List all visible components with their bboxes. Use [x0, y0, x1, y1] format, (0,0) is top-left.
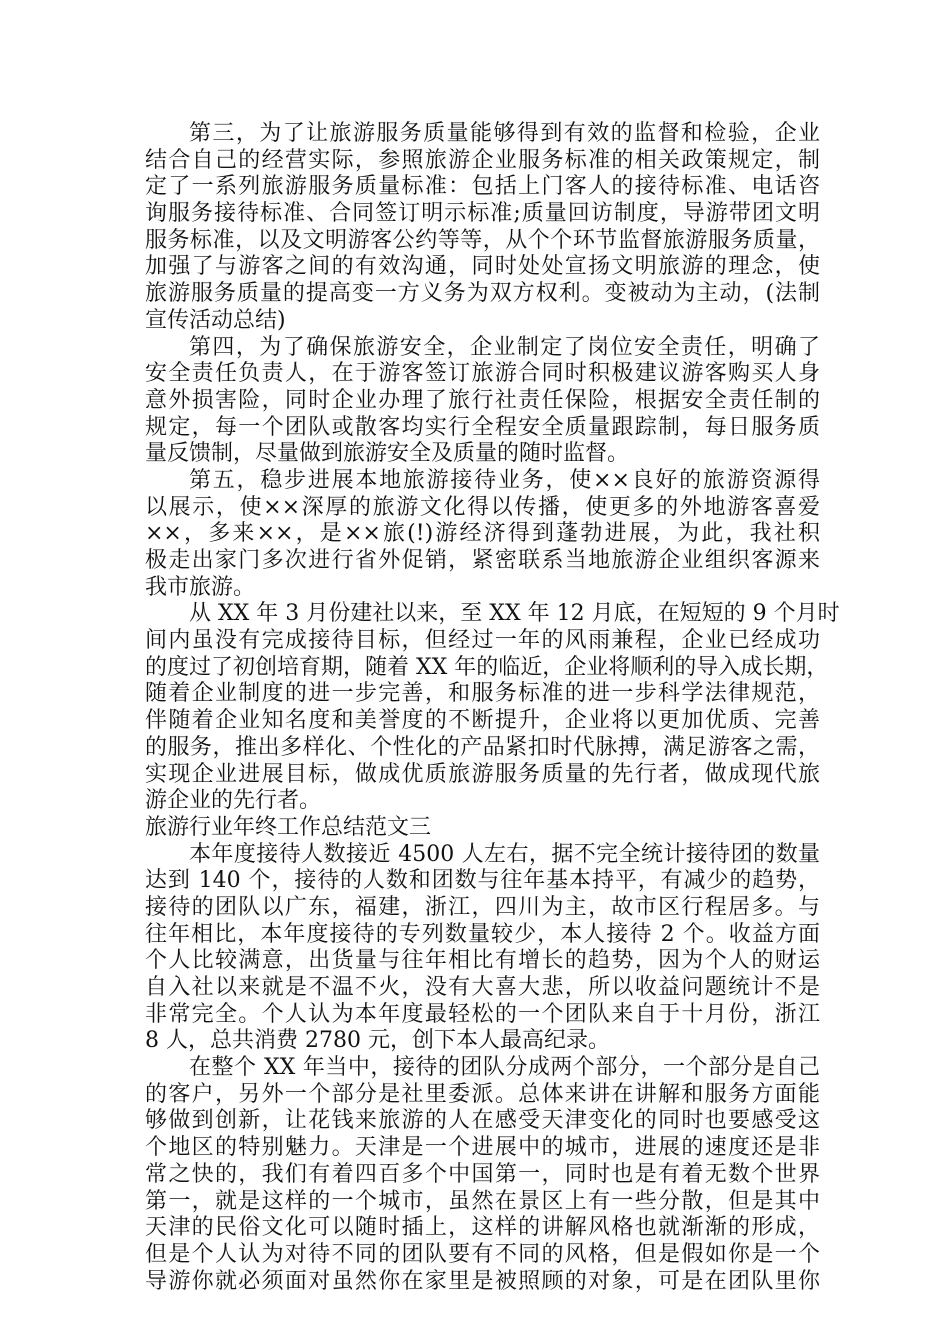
text-line: 意外损害险，同时企业办理了旅行社责任保险，根据安全责任制的 [145, 387, 820, 413]
text-line: 伴随着企业知名度和美誉度的不断提升，企业将以更加优质、完善 [145, 708, 820, 734]
text-line: 的客户，另外一个部分是社里委派。总体来讲在讲解和服务方面能 [145, 1081, 820, 1107]
text-line: 本年度接待人数接近 4500 人左右，据不完全统计接待团的数量 [189, 841, 820, 867]
text-line: 宣传活动总结) [145, 307, 286, 333]
text-line: 接待的团队以广东，福建，浙江，四川为主，故市区行程居多。与 [145, 894, 820, 920]
text-line: 天津的民俗文化可以随时插上，这样的讲解风格也就渐渐的形成， [145, 1215, 820, 1241]
text-line: 极走出家门多次进行省外促销，紧密联系当地旅游企业组织客源来 [145, 548, 820, 573]
text-line: 个人比较满意，出货量与往年相比有增长的趋势，因为个人的财运 [145, 948, 820, 974]
text-line: 从 XX 年 3 月份建社以来，至 XX 年 12 月底，在短短的 9 个月时 [189, 601, 840, 627]
text-line: 在整个 XX 年当中，接待的团队分成两个部分，一个部分是自己 [189, 1055, 820, 1081]
text-line: 的服务，推出多样化、个性化的产品紧扣时代脉搏，满足游客之需， [145, 734, 820, 760]
text-line: 的度过了初创培育期，随着 XX 年的临近，企业将顺利的导入成长期， [145, 654, 829, 680]
text-line: 服务标准，以及文明游客公约等等，从个个环节监督旅游服务质量， [145, 227, 820, 253]
text-line: 随着企业制度的进一步完善，和服务标准的进一步科学法律规范， [145, 681, 820, 707]
text-line: 达到 140 个，接待的人数和团数与往年基本持平，有减少的趋势， [145, 868, 820, 894]
text-line: 旅游服务质量的提高变一方义务为双方权利。变被动为主动，(法制 [145, 281, 820, 307]
text-line: 结合自己的经营实际，参照旅游企业服务标准的相关政策规定，制 [145, 147, 820, 173]
text-line: 够做到创新，让花钱来旅游的人在感受天津变化的同时也要感受这 [145, 1108, 820, 1134]
text-line: 实现企业进展目标，做成优质旅游服务质量的先行者，做成现代旅 [145, 761, 820, 787]
text-line: 往年相比，本年度接待的专列数量较少，本人接待 2 个。收益方面 [145, 921, 820, 947]
text-line: 量反馈制，尽量做到旅游安全及质量的随时监督。 [145, 441, 630, 467]
text-line: 安全责任负责人，在于游客签订旅游合同时积极建议游客购买人身 [145, 361, 820, 387]
text-line: 导游你就必须面对虽然你在家里是被照顾的对象，可是在团队里你 [145, 1268, 820, 1294]
text-line: 8 人，总共消费 2780 元，创下本人最高纪录。 [145, 1028, 610, 1054]
text-line: 第一，就是这样的一个城市，虽然在景区上有一些分散，但是其中 [145, 1188, 820, 1214]
text-line: 旅游行业年终工作总结范文三 [145, 814, 432, 840]
text-line: 我市旅游。 [145, 574, 256, 600]
text-line: 以展示，使××深厚的旅游文化得以传播，使更多的外地游客喜爱 [145, 494, 820, 520]
text-line: 游企业的先行者。 [145, 788, 322, 814]
text-line: 定了一系列旅游服务质量标准：包括上门客人的接待标准、电话咨 [145, 174, 820, 200]
text-line: 第四，为了确保旅游安全，企业制定了岗位安全责任，明确了 [189, 334, 820, 360]
text-line: 个地区的特别魅力。天津是一个进展中的城市，进展的速度还是非 [145, 1135, 820, 1161]
document-body [145, 121, 840, 1295]
text-line: 第五，稳步进展本地旅游接待业务，使××良好的旅游资源得 [189, 467, 820, 493]
text-line: 常之快的，我们有着四百多个中国第一，同时也是有着无数个世界 [145, 1161, 820, 1187]
text-line: 但是个人认为对待不同的团队要有不同的风格，但是假如你是一个 [145, 1241, 820, 1267]
text-line: 规定，每一个团队或散客均实行全程安全质量跟踪制，每日服务质 [145, 414, 820, 440]
text-line: 间内虽没有完成接待目标，但经过一年的风雨兼程，企业已经成功 [145, 628, 820, 654]
text-line: 自入社以来就是不温不火，没有大喜大悲，所以收益问题统计不是 [145, 975, 820, 1000]
text-line: 询服务接待标准、合同签订明示标准;质量回访制度，导游带团文明 [145, 201, 820, 227]
text-line: 加强了与游客之间的有效沟通，同时处处宣扬文明旅游的理念，使 [145, 254, 820, 280]
text-line: 非常完全。个人认为本年度最轻松的一个团队来自于十月份，浙江 [145, 1001, 820, 1027]
text-line: ××，多来××，是××旅(!)游经济得到蓬勃进展，为此，我社积 [145, 521, 820, 547]
text-line: 第三，为了让旅游服务质量能够得到有效的监督和检验，企业 [189, 121, 820, 146]
